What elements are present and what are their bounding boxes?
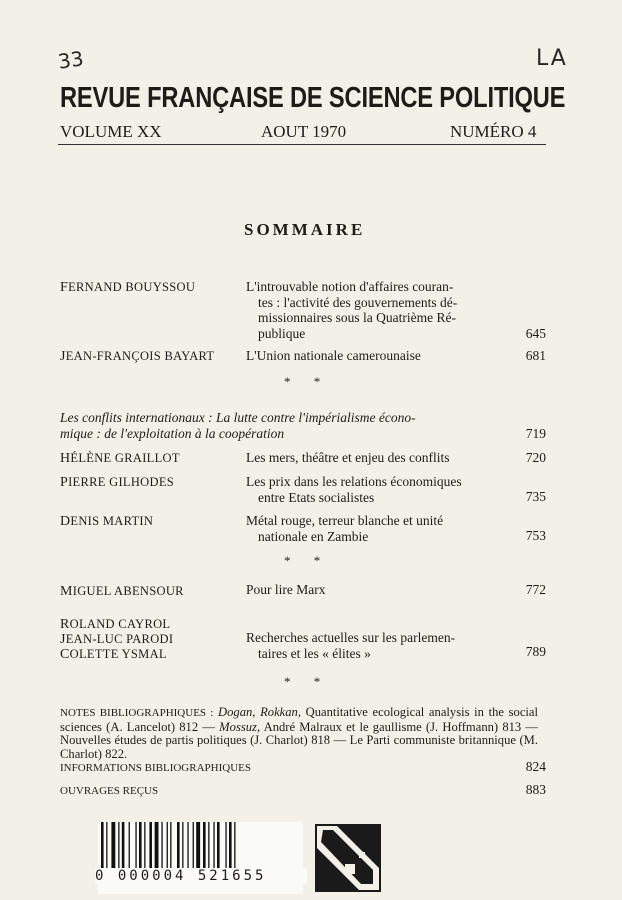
toc-author: HÉLÈNE GRAILLOT (60, 451, 180, 466)
section-separator: * * (284, 374, 331, 389)
toc-heading: SOMMAIRE (244, 220, 366, 239)
toc-author: JEAN-FRANÇOIS BAYART (60, 349, 215, 364)
header-rule (58, 144, 546, 145)
section-separator: * * (284, 553, 331, 568)
toc-page: 772 (525, 582, 546, 597)
toc-page: 720 (525, 450, 546, 465)
toc-page: 753 (525, 528, 546, 543)
toc-author: FERNAND BOUYSSOU (60, 280, 196, 295)
barcode-number: 0 000004 521655 (95, 868, 307, 884)
issue-date: AOUT 1970 (261, 122, 347, 141)
toc-title[interactable] (246, 450, 508, 466)
toc-page: 645 (525, 326, 546, 341)
toc-title[interactable] (246, 474, 508, 505)
toc-page: 883 (525, 782, 546, 797)
notes-text: André Malraux et le gaullisme (J. Hoffmann) 813 — Nouvelles études de partis politiques (J. Charlot) 818 — Le Parti communiste britannique (M. Charlot) 822. (60, 719, 539, 761)
title-line: Métal rouge, terreur blanche et unité (246, 513, 444, 528)
toc-author: DENIS MARTIN (60, 514, 154, 529)
title-line: L'introuvable notion d'affaires couran- (246, 279, 454, 294)
toc-page: 735 (525, 489, 546, 504)
title-line: taires et les « élites » (258, 645, 371, 661)
barcode-image (101, 822, 301, 870)
toc-page: 824 (525, 759, 546, 774)
title-line: publique (258, 325, 306, 341)
toc-author: ROLAND CAYROL (60, 617, 171, 632)
toc-title[interactable] (246, 513, 508, 544)
theme-line: mique : de l'exploitation à la coopération (60, 425, 285, 441)
toc-title[interactable] (246, 279, 508, 341)
toc-page: 681 (525, 348, 546, 363)
title-line: nationale en Zambie (258, 528, 369, 544)
toc-author: JEAN-LUC PARODI (60, 632, 174, 647)
volume-label: VOLUME XX (60, 122, 162, 141)
notes-label: NOTES BIBLIOGRAPHIQUES : (60, 707, 214, 719)
handwritten-note-left: 33 (56, 46, 85, 74)
title-line: missionnaires sous la Quatrième Ré- (258, 310, 456, 325)
bibliographic-notes (60, 706, 538, 761)
toc-page: 789 (525, 644, 546, 659)
notes-author: Dogan, Rokkan, (218, 705, 301, 719)
toc-title[interactable] (246, 630, 508, 661)
title-line: entre Etats socialistes (258, 489, 375, 505)
info-biblio-label[interactable]: INFORMATIONS BIBLIOGRAPHIQUES (60, 762, 251, 774)
journal-title: REVUE FRANÇAISE DE SCIENCE POLITIQUE (60, 82, 566, 114)
ouvrages-label[interactable]: OUVRAGES REÇUS (60, 785, 159, 797)
section-separator: * * (284, 674, 331, 689)
title-line: tes : l'activité des gouvernements dé- (258, 294, 458, 310)
theme-heading (60, 410, 520, 441)
title-line: Recherches actuelles sur les parlemen- (246, 630, 456, 645)
title-line: Les mers, théâtre et enjeu des conflits (246, 450, 450, 465)
notes-text: Quantitative ecological analysis in the social sciences (A. Lancelot) 812 — (60, 705, 538, 734)
toc-title[interactable] (246, 348, 508, 364)
toc-author: COLETTE YSMAL (60, 647, 167, 662)
toc-title[interactable]: Pour lire Marx (246, 582, 326, 597)
handwritten-note-right: LA (536, 46, 568, 71)
notes-author: Mossuz, (219, 719, 261, 734)
toc-author: MIGUEL ABENSOUR (60, 584, 184, 599)
toc-page: 719 (525, 426, 546, 441)
title-line: Les prix dans les relations économiques (246, 474, 462, 489)
theme-line: Les conflits internationaux : La lutte contre l'impérialisme écono- (60, 410, 416, 425)
publisher-logo-icon (315, 824, 381, 892)
title-line: L'Union nationale camerounaise (246, 348, 421, 363)
toc-author: PIERRE GILHODES (60, 475, 175, 490)
issue-number: NUMÉRO 4 (450, 122, 537, 141)
